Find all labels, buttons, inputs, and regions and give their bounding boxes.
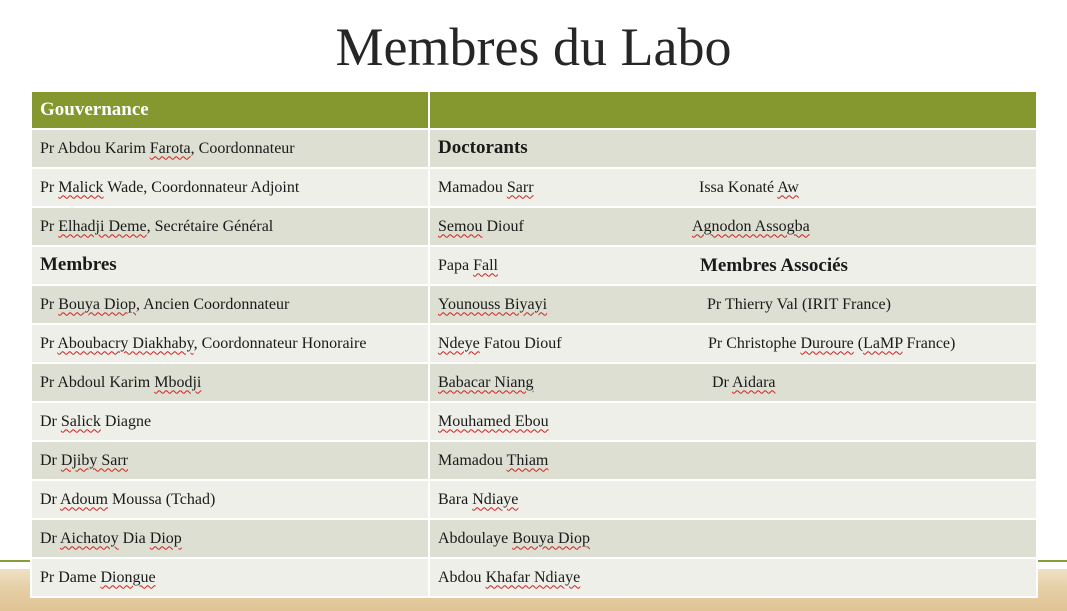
doctorant-row: Bara Ndiaye [429,480,1037,519]
membre: Pr Bouya Diop, Ancien Coordonnateur [31,285,429,324]
doctorant-row [429,363,1037,402]
gouvernance-member: Pr Abdou Karim Farota, Coordonnateur [31,129,429,168]
associe-name: Pr Christophe Duroure (LaMP France) [708,334,956,352]
associe-name: Dr Aidara [712,373,776,391]
table-row [31,207,1037,246]
gouvernance-member: Pr Malick Wade, Coordonnateur Adjoint [31,168,429,207]
membre: Pr Abdoul Karim Mbodji [31,363,429,402]
doctorants-header-cell [429,129,1037,168]
gouvernance-member: Pr Elhadji Deme, Secrétaire Général [31,207,429,246]
header-empty-cell [429,91,1037,129]
membre: Dr Salick Diagne [31,402,429,441]
membre: Dr Adoum Moussa (Tchad) [31,480,429,519]
doctorant-name: Mouhamed Ebou [438,412,549,430]
doctorant-name: Ndeye Fatou Diouf [438,334,562,352]
membre: Dr Djiby Sarr [31,441,429,480]
membres-header-cell [31,246,429,285]
members-table [30,90,1038,598]
table-row [31,285,1037,324]
membre: Dr Aichatoy Dia Diop [31,519,429,558]
doctorant-name: Papa Fall [438,256,498,274]
table-row [31,402,1037,441]
slide-title: Membres du Labo [335,17,732,77]
decorative-rule-right [1038,560,1067,562]
table-row [31,246,1037,285]
table-row [31,441,1037,480]
decorative-rule-left [0,560,30,562]
doctorant-name: Younouss Biyayi [438,295,548,313]
doctorant-name: Mamadou Sarr [438,178,534,196]
table-row [31,363,1037,402]
doctorants-header: Doctorants [438,137,528,158]
doctorant-name: Semou Diouf [438,217,524,235]
doctorant-row [429,207,1037,246]
doctorant-name: Agnodon Assogba [692,217,810,235]
table-row [31,519,1037,558]
table-row [31,168,1037,207]
table-row [31,129,1037,168]
doctorant-row: Mamadou Thiam [429,441,1037,480]
doctorant-row [429,246,1037,285]
membre: Pr Dame Diongue [31,558,429,597]
table-row [31,480,1037,519]
doctorant-row [429,324,1037,363]
gouvernance-header: Gouvernance [31,91,429,129]
doctorant-row [429,285,1037,324]
doctorant-name: Babacar Niang [438,373,534,391]
table-row [31,324,1037,363]
associe-name: Pr Thierry Val (IRIT France) [707,295,891,313]
doctorant-row: Abdou Khafar Ndiaye [429,558,1037,597]
doctorant-row [429,168,1037,207]
doctorant-row [429,402,1037,441]
table-row [31,558,1037,597]
doctorant-name: Issa Konaté Aw [699,178,799,196]
table-header-row [31,91,1037,129]
associes-header: Membres Associés [700,254,848,276]
membres-header: Membres [40,254,117,275]
doctorant-row: Abdoulaye Bouya Diop [429,519,1037,558]
membre: Pr Aboubacry Diakhaby, Coordonnateur Honoraire [31,324,429,363]
